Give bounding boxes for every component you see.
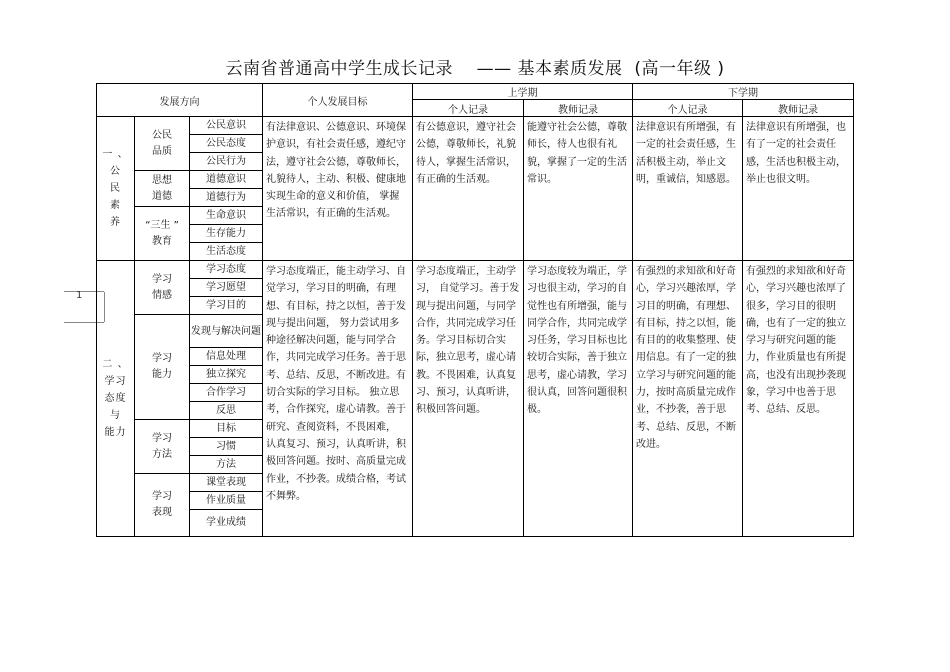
group-label: 学习 方法 xyxy=(135,420,190,474)
item-label: 学习目的 xyxy=(190,297,263,315)
header-term2-personal: 个人记录 xyxy=(633,100,743,117)
group-label: 学习 情感 xyxy=(135,261,190,315)
item-label: 生存能力 xyxy=(190,225,263,243)
term1-teacher-cell: 能遵守社会公德，尊敬师长，待人也很有礼貌，掌握了一定的生活常识。 xyxy=(524,117,633,261)
item-label: 学习态度 xyxy=(190,261,263,279)
item-label: 公民行为 xyxy=(190,153,263,171)
page-title: 云南省普通高中学生成长记录 —— 基本素质发展 (高一年级 ) xyxy=(225,59,725,79)
header-row-1 xyxy=(97,84,854,100)
header-personal-goal: 个人发展目标 xyxy=(263,84,413,117)
item-label: 发现与解决问题 xyxy=(190,315,263,348)
item-label: 习惯 xyxy=(190,438,263,456)
item-label: 学业成绩 xyxy=(190,510,263,537)
goal-cell: 有法律意识、公德意识、环境保护意识，有社会责任感，遵纪守法，遵守社会公德，尊敬师长，礼貌待人，主动、积极、健康地实现生命的意义和价值， 掌握生活常识，有正确的生活观。 xyxy=(263,117,413,261)
group-label: 思想 道德 xyxy=(135,171,190,207)
item-label: 生命意识 xyxy=(190,207,263,225)
header-term1-teacher: 教师记录 xyxy=(524,100,633,117)
group-label: 学习 能力 xyxy=(135,315,190,420)
term1-teacher-cell: 学习态度较为端正，学习也很主动，学习的自觉性也有所增强，能与同学合作，共同完成学习任务，学习目标也比较切合实际，善于独立思考，虚心请教，学习很认真，回答问题很积极。 xyxy=(524,261,633,537)
item-label: 反思 xyxy=(190,402,263,420)
table-row xyxy=(97,261,854,279)
term2-teacher-cell: 法律意识有所增强，也有了一定的社会责任感，生活也积极主动，举止也很文明。 xyxy=(743,117,854,261)
item-label: 信息处理 xyxy=(190,348,263,366)
section-category: 一 、 公 民 素 养 xyxy=(97,117,135,261)
item-label: 合作学习 xyxy=(190,384,263,402)
item-label: 道德意识 xyxy=(190,171,263,189)
header-term1: 上学期 xyxy=(413,84,633,100)
item-label: 生活态度 xyxy=(190,243,263,261)
group-label: “三生 ” 教育 xyxy=(135,207,190,261)
item-label: 课堂表现 xyxy=(190,474,263,492)
item-label: 独立探究 xyxy=(190,366,263,384)
term2-teacher-cell: 有强烈的求知欲和好奇心，学习兴趣也浓厚了很多，学习目的很明确，也有了一定的独立学习与研究问题的能力，作业质量也有所提高，也没有出现抄袭现象，学习中也善于思考、总结、反思。 xyxy=(743,261,854,537)
page-number: 1 xyxy=(76,290,83,301)
group-label: 公民 品质 xyxy=(135,117,190,171)
header-term1-personal: 个人记录 xyxy=(413,100,524,117)
header-direction: 发展方向 xyxy=(97,84,263,117)
section-category: 二 、 学习 态度 与 能力 xyxy=(97,261,135,537)
goal-cell: 学习态度端正，能主动学习、自觉学习，学习目的明确，有理想、有目标，持之以恒，善于发现与提出问题， 努力尝试用多种途径解决问题，能与同学合作，共同完成学习任务。善于思考、总结、反思，不断改进。有切合实际的学习目标。 独立思考，合作探究，虚心请教。善于研究、查阅资料，不畏困难， 认真复习、预习，认真听讲，积极回答问题。按时、高质量完成作业，不抄袭。成绩合格，考试不舞弊。 xyxy=(263,261,413,537)
item-label: 方法 xyxy=(190,456,263,474)
header-term2-teacher: 教师记录 xyxy=(743,100,854,117)
item-label: 学习愿望 xyxy=(190,279,263,297)
term1-personal-cell: 学习态度端正，主动学习， 自觉学习。善于发现与提出问题，与同学合作，共同完成学习任务。学习目标切合实际，独立思考，虚心请教。不畏困难，认真复习、预习，认真听讲，积极回答问题。 xyxy=(413,261,524,537)
item-label: 道德行为 xyxy=(190,189,263,207)
item-label: 公民态度 xyxy=(190,135,263,153)
item-label: 目标 xyxy=(190,420,263,438)
growth-record-table xyxy=(96,83,854,537)
term1-personal-cell: 有公德意识，遵守社会公德，尊敬师长，礼貌待人，掌握生活常识，有正确的生活观。 xyxy=(413,117,524,261)
term2-personal-cell: 法律意识有所增强，有一定的社会责任感，生活积极主动，举止文明，重诚信，知感恩。 xyxy=(633,117,743,261)
table-row xyxy=(97,117,854,135)
term2-personal-cell: 有强烈的求知欲和好奇心，学习兴趣浓厚，学习目的明确，有理想、有目标，持之以恒，能有目的的收集整理、使用信息。有了一定的独立学习与研究问题的能力，按时高质量完成作业，不抄袭，善于思考、总结、反思，不断改进。 xyxy=(633,261,743,537)
item-label: 作业质量 xyxy=(190,492,263,510)
header-term2: 下学期 xyxy=(633,84,854,100)
group-label: 学习 表现 xyxy=(135,474,190,537)
item-label: 公民意识 xyxy=(190,117,263,135)
